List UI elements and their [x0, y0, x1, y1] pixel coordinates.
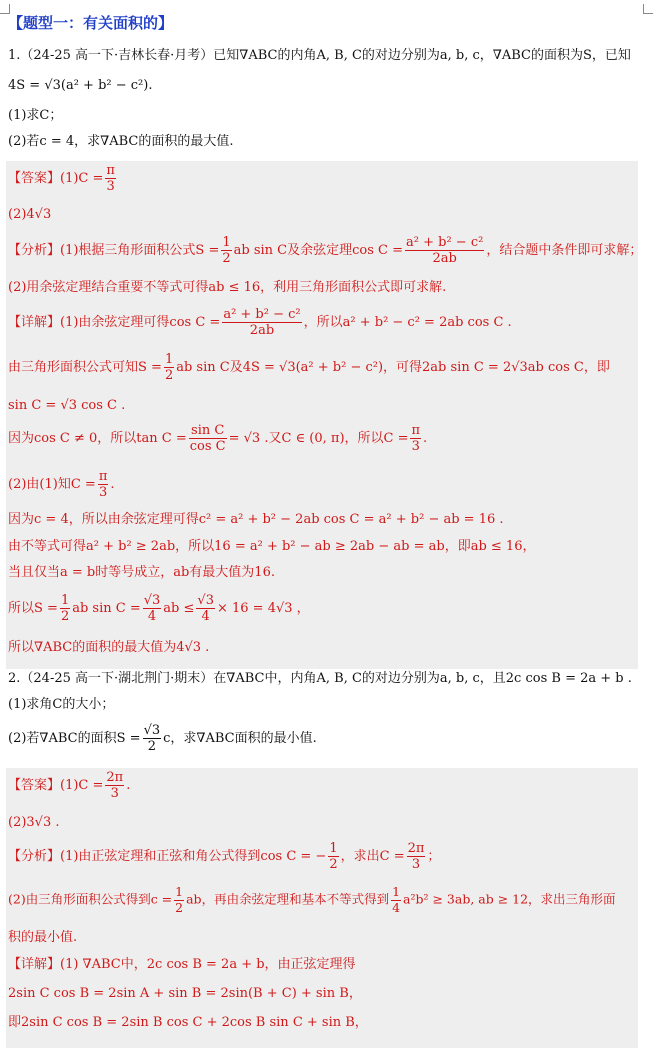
q2-analysis-1 — [8, 842, 440, 871]
fraction-denominator: 2ab — [432, 251, 457, 266]
fraction-numerator: 1 — [329, 841, 338, 856]
q2-analysis-2-fraction-b — [391, 886, 401, 914]
text-segment: c，求∇ABC面积的最小值. — [163, 731, 317, 746]
q1-part-1: (1)求C； — [8, 108, 63, 123]
q1-detail-7: 由不等式可得a² + b² ≥ 2ab，所以16 = a² + b² − ab ≥ 2ab − ab = ab，即ab ≤ 16， — [8, 539, 536, 554]
q1-answer-1-fraction — [105, 164, 116, 193]
corner-mark-top-right — [643, 4, 653, 14]
q1-answer-1-label: 【答案】(1)C = — [8, 171, 104, 186]
q2-analysis-1-fraction-b — [407, 842, 426, 871]
q1-detail-5 — [8, 470, 115, 499]
q1-detail-4 — [8, 424, 427, 453]
fraction-numerator: 2π — [407, 841, 425, 856]
fraction-numerator: √3 — [197, 593, 214, 608]
q1-detail-6: 因为c = 4，所以由余弦定理可得c² = a² + b² − 2ab cos C = a² + b² − ab = 16 . — [8, 512, 504, 527]
q2-answer-2: (2)3√3 . — [8, 815, 60, 830]
q1-detail-2 — [8, 353, 610, 382]
text-segment: ab sin C及余弦定理cos C = — [233, 243, 404, 258]
fraction-numerator: 1 — [392, 884, 401, 899]
q2-detail-1: 【详解】(1) ∇ABC中，2c cos B = 2a + b，由正弦定理得 — [8, 957, 356, 972]
text-segment: 【分析】(1)由正弦定理和正弦和角公式得到cos C = − — [8, 849, 327, 864]
q1-detail-4-fraction-a — [189, 424, 227, 453]
q1-analysis-1-fraction-b — [405, 236, 484, 265]
q1-detail-3: sin C = √3 cos C . — [8, 398, 126, 413]
q1-detail-10: 所以∇ABC的面积的最大值为4√3 . — [8, 640, 210, 655]
fraction-numerator: π — [411, 423, 421, 438]
section-header: 【题型一：有关面积的】 — [8, 14, 174, 32]
fraction-denominator: 4 — [392, 899, 401, 915]
q2-part-1: (1)求角C的大小； — [8, 697, 115, 712]
fraction-denominator: 3 — [98, 485, 108, 500]
q1-detail-9-fraction-a — [60, 594, 70, 623]
text-segment: ab，再由余弦定理和基本不等式得到 — [186, 891, 390, 907]
fraction-denominator: 2 — [147, 739, 156, 754]
fraction-numerator: 1 — [60, 593, 70, 608]
q1-detail-1 — [8, 308, 512, 337]
q2-answer-1-fraction — [105, 771, 124, 800]
corner-mark-top-left — [0, 4, 10, 14]
q2-analysis-3: 积的最小值. — [8, 930, 78, 945]
q1-line-2: 4S = √3(a² + b² − c²). — [8, 78, 153, 93]
q1-answer-1 — [8, 164, 118, 193]
text-segment: 由三角形面积公式可知S = — [8, 360, 162, 375]
q1-analysis-2: (2)用余弦定理结合重要不等式可得ab ≤ 16，利用三角形面积公式即可求解. — [8, 280, 447, 295]
fraction-numerator: a² + b² − c² — [223, 307, 301, 322]
text-segment: ，所以a² + b² − c² = 2ab cos C . — [303, 315, 512, 330]
fraction-numerator: 2π — [106, 770, 124, 785]
q1-detail-9 — [8, 594, 310, 623]
text-segment: . — [423, 431, 428, 446]
text-segment: (2)由三角形面积公式得到c = — [8, 891, 173, 907]
fraction-denominator: 3 — [106, 179, 115, 194]
q1-line-1: 1.（24-25 高一下·吉林长春·月考）已知∇ABC的内角A, B, C的对边分别为a, b, c，∇ABC的面积为S，已知 — [8, 48, 631, 63]
q1-part-2: (2)若c = 4，求∇ABC的面积的最大值. — [8, 134, 234, 149]
fraction-denominator: 2 — [164, 368, 174, 383]
text-segment: a²b² ≥ 3ab, ab ≥ 12，求出三角形面 — [403, 891, 616, 907]
q2-detail-2: 2sin C cos B = 2sin A + sin B = 2sin(B + C) + sin B， — [8, 986, 362, 1001]
fraction-numerator: π — [106, 163, 115, 178]
q1-detail-4-fraction-b — [410, 424, 421, 453]
fraction-denominator: 2 — [60, 609, 70, 624]
q1-answer-2: (2)4√3 — [8, 207, 52, 222]
text-segment: × 16 = 4√3 ， — [216, 601, 310, 616]
fraction-denominator: 3 — [110, 786, 119, 801]
q1-detail-8: 当且仅当a = b时等号成立，ab有最大值为16. — [8, 565, 275, 580]
q2-analysis-2-fraction-a — [174, 886, 184, 914]
text-segment: 【详解】(1)由余弦定理可得cos C = — [8, 315, 221, 330]
text-segment: ，求出C = — [340, 849, 405, 864]
fraction-denominator: 4 — [201, 609, 210, 624]
fraction-numerator: √3 — [143, 723, 161, 738]
fraction-denominator: 3 — [411, 439, 420, 454]
fraction-denominator: 2 — [329, 857, 338, 872]
q2-answer-1 — [8, 771, 130, 800]
text-segment: ab sin C = — [72, 601, 141, 616]
fraction-denominator: 4 — [147, 609, 157, 624]
text-segment: 因为cos C ≠ 0，所以tan C = — [8, 431, 187, 446]
fraction-denominator: 2 — [222, 251, 231, 266]
q1-detail-2-fraction — [164, 353, 174, 382]
q1-analysis-1-fraction-a — [221, 236, 231, 265]
text-segment: ，结合题中条件即可求解； — [486, 243, 643, 258]
text-segment: . — [110, 477, 115, 492]
fraction-numerator: 1 — [222, 235, 231, 250]
fraction-numerator: 1 — [164, 352, 174, 367]
q2-analysis-2 — [8, 886, 616, 914]
q1-detail-9-fraction-b — [143, 594, 162, 623]
fraction-denominator: cos C — [189, 439, 226, 454]
fraction-numerator: √3 — [143, 593, 161, 608]
text-segment: (2)若∇ABC的面积S = — [8, 731, 141, 746]
fraction-numerator: a² + b² − c² — [406, 235, 484, 250]
text-segment: ab ≤ — [163, 601, 195, 616]
fraction-denominator: 2 — [175, 899, 184, 915]
text-segment: 所以S = — [8, 601, 58, 616]
fraction-numerator: π — [98, 469, 108, 484]
fraction-denominator: 2ab — [249, 323, 275, 338]
q1-detail-5-fraction — [98, 470, 109, 499]
fraction-numerator: 1 — [175, 884, 184, 899]
text-segment: ab sin C及4S = √3(a² + b² − c²)，可得2ab sin C = 2√3ab cos C，即 — [176, 360, 610, 375]
text-segment: . — [126, 778, 131, 793]
q2-line-1: 2.（24-25 高一下·湖北荆门·期末）在∇ABC中，内角A, B, C的对边分别为a, b, c，且2c cos B = 2a + b . — [8, 671, 632, 686]
text-segment: (2)由(1)知C = — [8, 477, 96, 492]
q2-part-2 — [8, 724, 317, 753]
fraction-numerator: sin C — [189, 424, 227, 439]
q1-detail-9-fraction-c — [196, 594, 215, 623]
text-segment: ； — [427, 849, 441, 864]
q2-analysis-1-fraction-a — [328, 842, 338, 871]
q1-analysis-1 — [8, 236, 642, 265]
fraction-denominator: 3 — [411, 857, 421, 872]
text-segment: 【分析】(1)根据三角形面积公式S = — [8, 243, 220, 258]
q2-part-2-fraction — [143, 724, 162, 753]
text-segment: = √3 .又C ∈ (0, π)，所以C = — [228, 431, 409, 446]
text-segment: 【答案】(1)C = — [8, 778, 104, 793]
q2-detail-3: 即2sin C cos B = 2sin B cos C + 2cos B sin C + sin B， — [8, 1015, 368, 1030]
q1-detail-1-fraction — [222, 308, 301, 337]
